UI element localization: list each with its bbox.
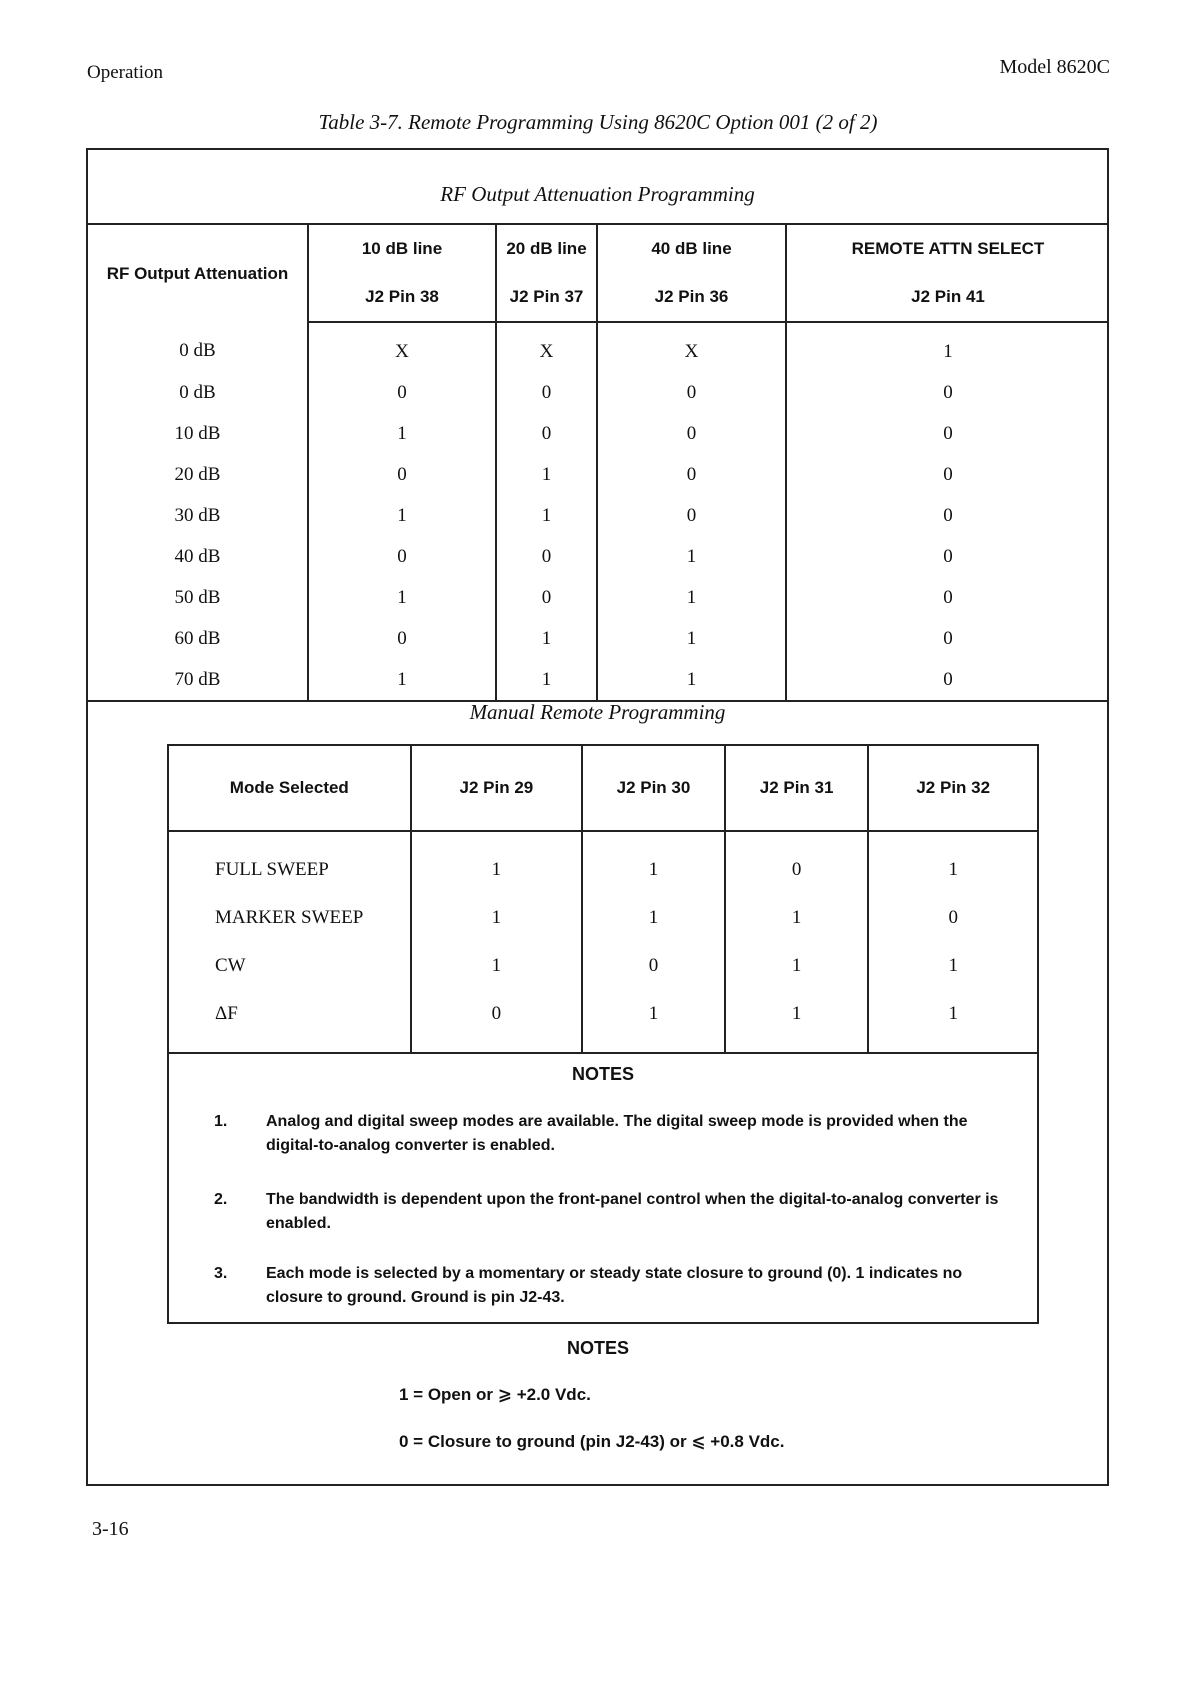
- cell: 0: [786, 618, 1109, 659]
- attenuation-label: 50 dB: [88, 577, 308, 618]
- table-row: [88, 659, 1109, 701]
- mode-label: FULL SWEEP: [168, 831, 411, 894]
- attenuation-table: [88, 223, 1109, 702]
- cell: 1: [496, 495, 597, 536]
- col-header-pin: J2 Pin 29: [411, 745, 583, 831]
- cell: 1: [411, 831, 583, 894]
- attenuation-col-header: RF Output Attenuation: [88, 224, 308, 322]
- col-header-pin: J2 Pin 38: [308, 273, 496, 322]
- table-row: [168, 990, 1038, 1053]
- cell: 1: [411, 894, 583, 942]
- cell: 1: [868, 990, 1038, 1053]
- col-header-pin: J2 Pin 36: [597, 273, 786, 322]
- mode-label: ΔF: [168, 990, 411, 1053]
- cell: 0: [597, 372, 786, 413]
- table-row: [88, 536, 1109, 577]
- col-header-pin: J2 Pin 41: [786, 273, 1109, 322]
- table-row: [88, 618, 1109, 659]
- cell: X: [496, 322, 597, 372]
- cell: 1: [597, 577, 786, 618]
- cell: 0: [786, 413, 1109, 454]
- cell: 0: [786, 454, 1109, 495]
- table-row: [88, 413, 1109, 454]
- cell: 1: [308, 577, 496, 618]
- note-number: 1.: [214, 1113, 228, 1130]
- mode-label: MARKER SWEEP: [168, 894, 411, 942]
- cell: 1: [496, 618, 597, 659]
- legend-heading: NOTES: [566, 1338, 629, 1358]
- manual-section-title: Manual Remote Programming: [469, 700, 726, 724]
- cell: 1: [411, 942, 583, 990]
- cell: 0: [411, 990, 583, 1053]
- cell: 0: [597, 495, 786, 536]
- cell: 0: [496, 413, 597, 454]
- col-header-line: REMOTE ATTN SELECT: [786, 224, 1109, 273]
- cell: 0: [308, 372, 496, 413]
- cell: 1: [582, 894, 725, 942]
- attenuation-label: 40 dB: [88, 536, 308, 577]
- cell: 1: [868, 831, 1038, 894]
- cell: 1: [725, 894, 869, 942]
- col-header-mode: Mode Selected: [168, 745, 411, 831]
- cell: 1: [597, 659, 786, 701]
- cell: 0: [496, 577, 597, 618]
- cell: 0: [786, 372, 1109, 413]
- col-header-pin: J2 Pin 37: [496, 273, 597, 322]
- cell: 0: [308, 536, 496, 577]
- mode-label: CW: [168, 942, 411, 990]
- table-row: [88, 577, 1109, 618]
- cell: 0: [308, 618, 496, 659]
- attenuation-label: 70 dB: [88, 659, 308, 701]
- cell: 0: [308, 454, 496, 495]
- section-header: Operation: [87, 62, 163, 83]
- note-number: 3.: [214, 1265, 228, 1282]
- cell: 0: [496, 372, 597, 413]
- cell: 1: [582, 990, 725, 1053]
- cell: 1: [308, 495, 496, 536]
- table-row: [88, 495, 1109, 536]
- col-header-pin: J2 Pin 32: [868, 745, 1038, 831]
- cell: 0: [582, 942, 725, 990]
- cell: X: [308, 322, 496, 372]
- attenuation-label: 10 dB: [88, 413, 308, 454]
- table-row: [168, 894, 1038, 942]
- table-row: [88, 322, 1109, 372]
- col-header-pin: J2 Pin 31: [725, 745, 869, 831]
- cell: 1: [496, 454, 597, 495]
- cell: 0: [868, 894, 1038, 942]
- table-row: [168, 831, 1038, 894]
- cell: 0: [496, 536, 597, 577]
- cell: 1: [725, 942, 869, 990]
- table-row: [88, 454, 1109, 495]
- notes-heading: NOTES: [571, 1064, 634, 1084]
- attenuation-label: 60 dB: [88, 618, 308, 659]
- note-item: [214, 1262, 1004, 1310]
- cell: 1: [725, 990, 869, 1053]
- cell: 0: [786, 495, 1109, 536]
- table-caption: Table 3-7. Remote Programming Using 8620C Option 001 (2 of 2): [318, 110, 878, 134]
- note-text: Each mode is selected by a momentary or steady state closure to ground (0). 1 indicates no closure to ground. Ground is pin J2-43.: [266, 1265, 963, 1306]
- note-item: [214, 1110, 1004, 1158]
- attenuation-label: 30 dB: [88, 495, 308, 536]
- cell: 1: [868, 942, 1038, 990]
- model-header: Model 8620C: [999, 56, 1110, 78]
- col-header-line: 20 dB line: [496, 224, 597, 273]
- cell: 0: [786, 659, 1109, 701]
- cell: 0: [725, 831, 869, 894]
- attenuation-label: 0 dB: [88, 372, 308, 413]
- cell: 1: [597, 618, 786, 659]
- cell: 1: [597, 536, 786, 577]
- cell: 0: [786, 536, 1109, 577]
- manual-table: [167, 744, 1039, 1054]
- cell: 0: [786, 577, 1109, 618]
- note-number: 2.: [214, 1191, 228, 1208]
- col-header-line: 10 dB line: [308, 224, 496, 273]
- cell: 1: [308, 413, 496, 454]
- legend-item: 0 = Closure to ground (pin J2-43) or ⩽ +0.8 Vdc.: [399, 1432, 785, 1451]
- cell: 1: [786, 322, 1109, 372]
- cell: 1: [582, 831, 725, 894]
- cell: 1: [496, 659, 597, 701]
- cell: 1: [308, 659, 496, 701]
- attenuation-label: 0 dB: [88, 322, 308, 372]
- page-number: 3-16: [92, 1518, 129, 1540]
- attenuation-section-title: RF Output Attenuation Programming: [440, 182, 755, 206]
- table-row: [168, 942, 1038, 990]
- note-text: Analog and digital sweep modes are available. The digital sweep mode is provided when the digital-to-analog converter is enabled.: [266, 1113, 968, 1154]
- attenuation-label: 20 dB: [88, 454, 308, 495]
- cell: 0: [597, 454, 786, 495]
- note-text: The bandwidth is dependent upon the front-panel control when the digital-to-analog converter is enabled.: [266, 1191, 999, 1232]
- note-item: [214, 1188, 1004, 1236]
- cell: 0: [597, 413, 786, 454]
- legend-item: 1 = Open or ⩾ +2.0 Vdc.: [399, 1385, 591, 1404]
- col-header-pin: J2 Pin 30: [582, 745, 725, 831]
- table-row: [88, 372, 1109, 413]
- cell: X: [597, 322, 786, 372]
- col-header-line: 40 dB line: [597, 224, 786, 273]
